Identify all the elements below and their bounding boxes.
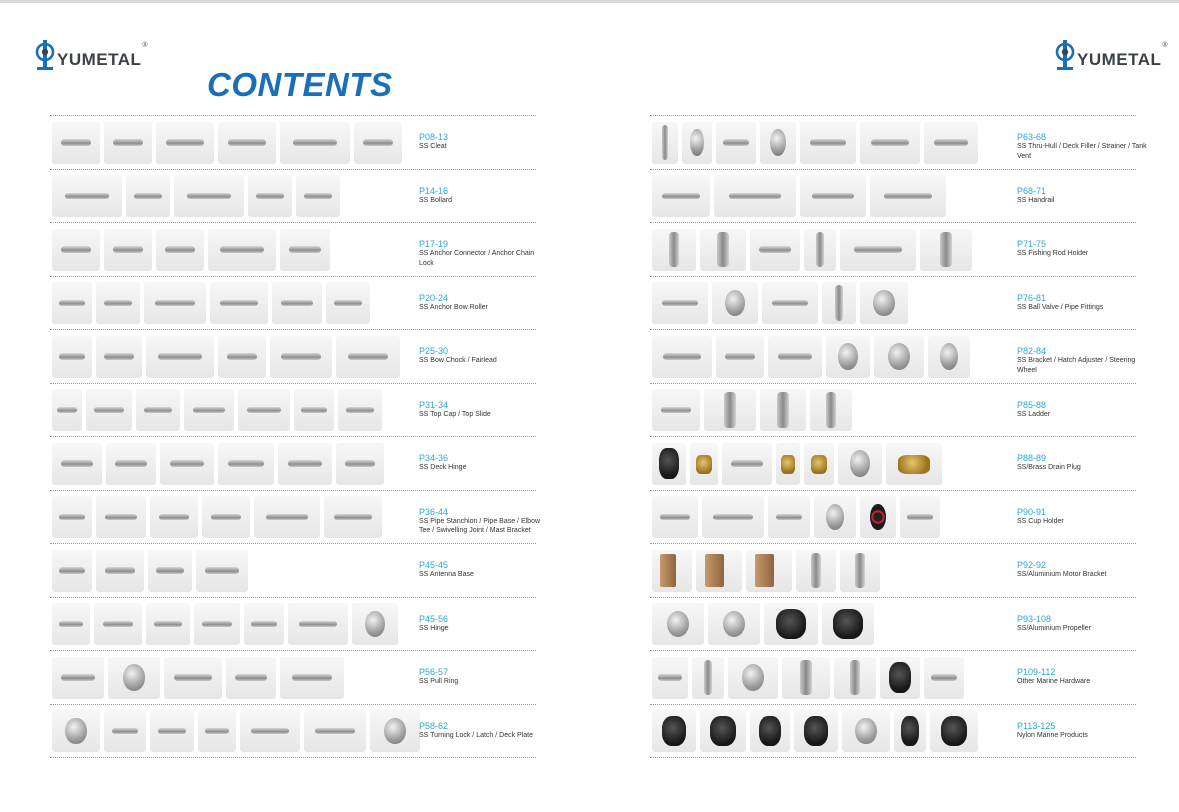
product-thumbnail [280, 229, 330, 271]
product-thumbnail [920, 229, 972, 271]
contents-entry[interactable] [50, 330, 536, 384]
entry-text [419, 614, 549, 634]
product-thumbnail [870, 175, 946, 217]
product-thumbnail [174, 175, 244, 217]
product-thumbnail [860, 122, 920, 164]
page-range[interactable]: P36-44 [419, 506, 449, 517]
product-thumbnail [370, 710, 420, 752]
product-thumbnail [822, 282, 856, 324]
product-thumbnail [822, 603, 874, 645]
product-thumbnails [652, 175, 946, 218]
product-thumbnail [928, 336, 970, 378]
product-thumbnail [296, 175, 340, 217]
entry-text [419, 293, 549, 313]
entry-text [419, 560, 549, 580]
product-thumbnail [746, 550, 792, 592]
product-thumbnail [194, 603, 240, 645]
entry-text [419, 721, 549, 741]
product-thumbnail [930, 710, 978, 752]
product-thumbnail [652, 443, 686, 485]
product-thumbnail [336, 336, 400, 378]
product-thumbnail [728, 657, 778, 699]
product-thumbnail [712, 282, 758, 324]
product-thumbnail [52, 496, 92, 538]
contents-entry[interactable] [650, 651, 1136, 705]
entry-text [1017, 293, 1147, 313]
product-thumbnail [184, 389, 234, 431]
registered-mark: ® [1162, 42, 1168, 49]
product-thumbnail [146, 603, 190, 645]
product-thumbnail [652, 229, 696, 271]
product-thumbnails [652, 121, 978, 164]
category-description: SS Antenna Base [419, 571, 474, 578]
category-description: SS/Aluminium Motor Bracket [1017, 571, 1107, 578]
entry-text [1017, 239, 1147, 259]
page-range[interactable]: P34-36 [419, 453, 449, 463]
product-thumbnail [280, 122, 350, 164]
category-description: SS/Brass Drain Plug [1017, 464, 1081, 471]
top-border [0, 0, 1179, 3]
product-thumbnail [900, 496, 940, 538]
brand-logo-left [34, 38, 148, 72]
product-thumbnails [652, 549, 880, 592]
product-thumbnail [238, 389, 290, 431]
product-thumbnail [136, 389, 180, 431]
product-thumbnail [106, 443, 156, 485]
contents-column-right [650, 115, 1147, 758]
product-thumbnail [702, 496, 764, 538]
contents-entry[interactable] [50, 705, 536, 759]
entry-text [419, 400, 549, 420]
page-range[interactable]: P93-108 [1017, 613, 1052, 624]
product-thumbnail [652, 603, 704, 645]
product-thumbnail [160, 443, 214, 485]
product-thumbnail [796, 550, 836, 592]
product-thumbnail [804, 229, 836, 271]
product-thumbnail [52, 657, 104, 699]
page-range[interactable]: P109-112 [1017, 667, 1056, 677]
product-thumbnail [150, 496, 198, 538]
product-thumbnail [696, 550, 742, 592]
product-thumbnail [326, 282, 370, 324]
entry-text [419, 507, 549, 536]
product-thumbnail [794, 710, 838, 752]
product-thumbnail [304, 710, 366, 752]
page-range[interactable]: P20-24 [419, 292, 449, 303]
page-title: CONTENTS [207, 66, 393, 103]
product-thumbnail [692, 657, 724, 699]
product-thumbnail [750, 229, 800, 271]
product-thumbnails [52, 442, 384, 485]
contents-entry[interactable] [650, 544, 1136, 598]
product-thumbnail [226, 657, 276, 699]
product-thumbnail [270, 336, 332, 378]
category-description: SS/Aluminium Propeller [1017, 624, 1091, 632]
product-thumbnail [218, 336, 266, 378]
registered-mark: ® [142, 42, 148, 49]
product-thumbnail [652, 175, 710, 217]
contents-entry[interactable] [50, 384, 536, 438]
product-thumbnail [800, 122, 856, 164]
product-thumbnails [52, 282, 370, 325]
product-thumbnail [52, 336, 92, 378]
page-range[interactable]: P71-75 [1017, 239, 1047, 249]
product-thumbnail [840, 229, 916, 271]
product-thumbnails [652, 335, 970, 378]
product-thumbnails [52, 710, 420, 753]
entry-text [1017, 721, 1147, 741]
product-thumbnail [700, 229, 746, 271]
page-range[interactable]: P92-92 [1017, 560, 1047, 570]
product-thumbnail [704, 389, 756, 431]
category-description: SS Deck Hinge [419, 464, 467, 471]
product-thumbnail [652, 282, 708, 324]
entry-text [419, 239, 549, 268]
product-thumbnail [156, 229, 204, 271]
entry-text [419, 346, 549, 366]
product-thumbnail [760, 389, 806, 431]
page-range[interactable]: P90-91 [1017, 506, 1047, 517]
product-thumbnail [210, 282, 268, 324]
product-thumbnail [800, 175, 866, 217]
contents-entry[interactable] [50, 277, 536, 331]
product-thumbnails [52, 121, 402, 164]
category-description: SS Hinge [419, 624, 449, 632]
entry-text [1017, 400, 1147, 420]
page-range[interactable]: P82-84 [1017, 346, 1047, 356]
product-thumbnails [652, 228, 972, 271]
category-description: SS Handrail [1017, 196, 1055, 204]
contents-entry[interactable] [650, 116, 1147, 170]
product-thumbnail [288, 603, 348, 645]
contents-entry[interactable] [650, 705, 1136, 759]
product-thumbnails [52, 496, 382, 539]
product-thumbnail [782, 657, 830, 699]
product-thumbnail [278, 443, 332, 485]
page-range[interactable]: P14-16 [419, 185, 449, 196]
brand-name: YUMETAL [57, 50, 142, 69]
product-thumbnail [96, 336, 142, 378]
product-thumbnail [196, 550, 248, 592]
product-thumbnail [750, 710, 790, 752]
product-thumbnail [218, 122, 276, 164]
product-thumbnails [652, 710, 978, 753]
product-thumbnail [156, 122, 214, 164]
category-description: SS Top Cap / Top Slide [419, 410, 491, 418]
entry-text [1017, 507, 1147, 527]
page-range[interactable]: P68-71 [1017, 185, 1047, 196]
category-description: SS Anchor Connector / Anchor Chain Lock [419, 250, 535, 267]
contents-entry[interactable] [50, 651, 536, 705]
product-thumbnail [652, 389, 700, 431]
page-range[interactable]: P113-125 [1017, 720, 1056, 731]
product-thumbnail [652, 336, 712, 378]
contents-column-left [50, 115, 541, 758]
product-thumbnail [652, 496, 698, 538]
product-thumbnail [338, 389, 382, 431]
product-thumbnail [708, 603, 760, 645]
product-thumbnail [164, 657, 222, 699]
product-thumbnail [886, 443, 942, 485]
product-thumbnail [52, 603, 90, 645]
category-description: SS Bracket / Hatch Adjuster / Steering Wheel [1017, 357, 1136, 374]
product-thumbnail [218, 443, 274, 485]
product-thumbnails [652, 389, 852, 432]
product-thumbnails [652, 282, 908, 325]
contents-entry[interactable] [50, 544, 536, 598]
yumetal-emblem-icon [1054, 38, 1076, 72]
product-thumbnail [894, 710, 926, 752]
product-thumbnail [838, 443, 882, 485]
yumetal-emblem-icon [34, 38, 56, 72]
contents-entry[interactable] [650, 170, 1136, 224]
product-thumbnails [52, 603, 398, 646]
contents-entry[interactable] [650, 598, 1136, 652]
page-range[interactable]: P08-13 [419, 132, 449, 142]
product-thumbnail [840, 550, 880, 592]
product-thumbnail [254, 496, 320, 538]
product-thumbnail [714, 175, 796, 217]
product-thumbnail [96, 282, 140, 324]
page-range[interactable]: P25-30 [419, 346, 449, 356]
product-thumbnail [104, 710, 146, 752]
product-thumbnail [272, 282, 322, 324]
category-description: SS Turning Lock / Latch / Deck Plate [419, 731, 534, 739]
product-thumbnail [248, 175, 292, 217]
product-thumbnail [198, 710, 236, 752]
product-thumbnail [336, 443, 384, 485]
product-thumbnails [652, 656, 964, 699]
product-thumbnail [652, 550, 692, 592]
category-description: SS Ball Valve / Pipe Fittings [1017, 303, 1104, 311]
contents-entry[interactable] [50, 170, 536, 224]
page-range[interactable]: P88-89 [1017, 453, 1047, 463]
contents-entry[interactable] [50, 223, 536, 277]
product-thumbnail [52, 443, 102, 485]
product-thumbnail [874, 336, 924, 378]
entry-text [1017, 453, 1147, 473]
product-thumbnail [96, 496, 146, 538]
category-description: SS Ladder [1017, 410, 1051, 418]
product-thumbnail [880, 657, 920, 699]
entry-text [1017, 614, 1147, 634]
product-thumbnail [148, 550, 192, 592]
product-thumbnail [52, 550, 92, 592]
product-thumbnail [768, 336, 822, 378]
entry-text [1017, 667, 1147, 687]
category-description: Nylon Marine Products [1017, 731, 1088, 739]
entry-text [1017, 186, 1147, 206]
product-thumbnails [652, 603, 874, 646]
category-description: Other Marine Hardware [1017, 678, 1091, 685]
product-thumbnail [652, 710, 696, 752]
product-thumbnail [324, 496, 382, 538]
product-thumbnail [860, 282, 908, 324]
page-range[interactable]: P85-88 [1017, 399, 1047, 410]
product-thumbnail [52, 122, 100, 164]
product-thumbnail [202, 496, 250, 538]
category-description: SS Bollard [419, 196, 453, 204]
category-description: SS Fishing Rod Holder [1017, 250, 1089, 257]
contents-entry[interactable] [650, 277, 1136, 331]
category-description: SS Pull Ring [419, 678, 459, 685]
contents-entry[interactable] [50, 116, 536, 170]
product-thumbnail [146, 336, 214, 378]
product-thumbnail [764, 603, 818, 645]
contents-entry[interactable] [650, 384, 1136, 438]
product-thumbnails [652, 496, 940, 539]
product-thumbnail [52, 710, 100, 752]
page-range[interactable]: P31-34 [419, 399, 449, 410]
product-thumbnail [126, 175, 170, 217]
product-thumbnails [52, 656, 344, 699]
entry-text [1017, 346, 1147, 375]
product-thumbnail [690, 443, 718, 485]
product-thumbnail [810, 389, 852, 431]
product-thumbnail [682, 122, 712, 164]
product-thumbnail [96, 550, 144, 592]
product-thumbnail [104, 229, 152, 271]
page-range[interactable]: P56-57 [419, 667, 449, 677]
product-thumbnail [924, 657, 964, 699]
product-thumbnails [652, 442, 942, 485]
product-thumbnail [814, 496, 856, 538]
page-range[interactable]: P58-62 [419, 720, 449, 731]
product-thumbnails [52, 228, 330, 271]
product-thumbnail [826, 336, 870, 378]
contents-entry[interactable] [650, 223, 1136, 277]
product-thumbnail [86, 389, 132, 431]
product-thumbnail [768, 496, 810, 538]
page-range[interactable]: P17-19 [419, 239, 449, 249]
product-thumbnail [804, 443, 834, 485]
product-thumbnail [842, 710, 890, 752]
product-thumbnail [52, 389, 82, 431]
product-thumbnail [834, 657, 876, 699]
entry-text [419, 186, 549, 206]
product-thumbnails [52, 335, 400, 378]
product-thumbnails [52, 389, 382, 432]
contents-entry[interactable] [50, 598, 536, 652]
product-thumbnails [52, 175, 340, 218]
product-thumbnail [776, 443, 800, 485]
product-thumbnail [652, 122, 678, 164]
product-thumbnail [294, 389, 334, 431]
product-thumbnail [354, 122, 402, 164]
entry-text [419, 667, 549, 687]
brand-logo-right [1054, 38, 1168, 72]
product-thumbnail [860, 496, 896, 538]
category-description: SS Thru-Hull / Deck Filler / Strainer / Tank Vent [1017, 143, 1147, 160]
entry-text [419, 453, 549, 473]
product-thumbnail [150, 710, 194, 752]
contents-entry[interactable] [50, 491, 541, 545]
entry-text [1017, 132, 1147, 161]
product-thumbnail [244, 603, 284, 645]
entry-text [419, 132, 549, 152]
category-description: SS Cup Holder [1017, 517, 1064, 525]
page-range[interactable]: P76-81 [1017, 292, 1047, 303]
product-thumbnail [52, 229, 100, 271]
product-thumbnail [352, 603, 398, 645]
product-thumbnail [924, 122, 978, 164]
contents-entry[interactable] [650, 491, 1136, 545]
product-thumbnail [280, 657, 344, 699]
contents-entry[interactable] [50, 437, 536, 491]
page-range[interactable]: P45-56 [419, 613, 449, 624]
product-thumbnail [760, 122, 796, 164]
product-thumbnail [240, 710, 300, 752]
category-description: SS Bow Chock / Fairlead [419, 357, 497, 364]
brand-name: YUMETAL [1077, 50, 1162, 69]
product-thumbnails [52, 549, 248, 592]
page-range[interactable]: P45-45 [419, 560, 449, 570]
product-thumbnail [700, 710, 746, 752]
entry-text [1017, 560, 1147, 580]
contents-entry[interactable] [650, 330, 1136, 384]
contents-entry[interactable] [650, 437, 1136, 491]
product-thumbnail [52, 282, 92, 324]
product-thumbnail [108, 657, 160, 699]
product-thumbnail [762, 282, 818, 324]
product-thumbnail [716, 336, 764, 378]
product-thumbnail [144, 282, 206, 324]
product-thumbnail [208, 229, 276, 271]
product-thumbnail [94, 603, 142, 645]
product-thumbnail [104, 122, 152, 164]
category-description: SS Cleat [419, 143, 447, 150]
category-description: SS Anchor Bow Roller [419, 303, 488, 311]
category-description: SS Pipe Stanchion / Pipe Base / Elbow Tee / Swivelling Joint / Mast Bracket [419, 517, 541, 534]
product-thumbnail [716, 122, 756, 164]
product-thumbnail [722, 443, 772, 485]
page-range[interactable]: P63-68 [1017, 132, 1047, 142]
product-thumbnail [652, 657, 688, 699]
product-thumbnail [52, 175, 122, 217]
